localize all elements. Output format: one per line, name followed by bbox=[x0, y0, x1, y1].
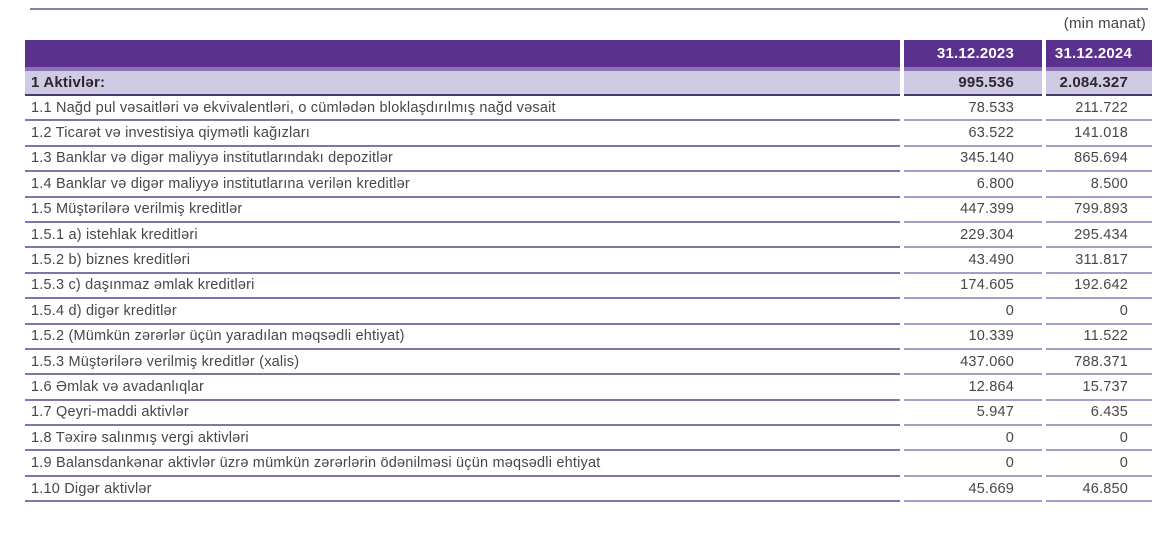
row-value-2024: 0 bbox=[1046, 299, 1152, 324]
table-row bbox=[25, 325, 1152, 350]
table-row bbox=[25, 350, 1152, 375]
row-label: 1.5 Müştərilərə verilmiş kreditlər bbox=[25, 198, 900, 223]
table-row bbox=[25, 401, 1152, 426]
row-value-2023: 345.140 bbox=[904, 147, 1042, 172]
row-value-2024: 788.371 bbox=[1046, 350, 1152, 375]
table-row bbox=[25, 274, 1152, 299]
row-value-2024: 311.817 bbox=[1046, 248, 1152, 273]
row-value-2024: 141.018 bbox=[1046, 121, 1152, 146]
table-row bbox=[25, 172, 1152, 197]
top-rule-line bbox=[30, 8, 1148, 10]
row-label: 1.5.4 d) digər kreditlər bbox=[25, 299, 900, 324]
table-row bbox=[25, 198, 1152, 223]
row-label: 1.9 Balansdankənar aktivlər üzrə mümkün zərərlərin ödənilməsi üçün məqsədli ehtiyat bbox=[25, 451, 900, 476]
row-value-2024: 0 bbox=[1046, 426, 1152, 451]
row-label: 1.3 Banklar və digər maliyyə institutlarındakı depozitlər bbox=[25, 147, 900, 172]
row-value-2023: 10.339 bbox=[904, 325, 1042, 350]
row-value-2024: 8.500 bbox=[1046, 172, 1152, 197]
table-row bbox=[25, 248, 1152, 273]
total-label: 1 Aktivlər: bbox=[25, 67, 900, 96]
row-label: 1.5.2 (Mümkün zərərlər üçün yaradılan məqsədli ehtiyat) bbox=[25, 325, 900, 350]
row-label: 1.10 Digər aktivlər bbox=[25, 477, 900, 502]
row-value-2024: 46.850 bbox=[1046, 477, 1152, 502]
table-row bbox=[25, 451, 1152, 476]
row-value-2023: 5.947 bbox=[904, 401, 1042, 426]
total-row bbox=[25, 67, 1152, 96]
row-value-2024: 211.722 bbox=[1046, 96, 1152, 121]
row-value-2024: 192.642 bbox=[1046, 274, 1152, 299]
row-label: 1.8 Təxirə salınmış vergi aktivləri bbox=[25, 426, 900, 451]
row-value-2023: 78.533 bbox=[904, 96, 1042, 121]
total-value-2024: 2.084.327 bbox=[1046, 67, 1152, 96]
row-label: 1.5.3 Müştərilərə verilmiş kreditlər (xalis) bbox=[25, 350, 900, 375]
header-empty-cell bbox=[25, 40, 900, 67]
header-col-2023: 31.12.2023 bbox=[904, 40, 1042, 67]
table-row bbox=[25, 426, 1152, 451]
table-row bbox=[25, 375, 1152, 400]
assets-table bbox=[21, 40, 1156, 502]
table-row bbox=[25, 121, 1152, 146]
row-value-2023: 229.304 bbox=[904, 223, 1042, 248]
table-row bbox=[25, 477, 1152, 502]
row-value-2023: 45.669 bbox=[904, 477, 1042, 502]
header-col-2024: 31.12.2024 bbox=[1046, 40, 1152, 67]
row-label: 1.6 Əmlak və avadanlıqlar bbox=[25, 375, 900, 400]
row-value-2024: 11.522 bbox=[1046, 325, 1152, 350]
row-value-2023: 447.399 bbox=[904, 198, 1042, 223]
table-row bbox=[25, 147, 1152, 172]
row-value-2024: 6.435 bbox=[1046, 401, 1152, 426]
unit-note: (min manat) bbox=[1063, 15, 1146, 32]
row-value-2023: 6.800 bbox=[904, 172, 1042, 197]
table-row bbox=[25, 96, 1152, 121]
table-row bbox=[25, 223, 1152, 248]
row-value-2023: 0 bbox=[904, 426, 1042, 451]
row-value-2024: 295.434 bbox=[1046, 223, 1152, 248]
total-value-2023: 995.536 bbox=[904, 67, 1042, 96]
row-value-2024: 0 bbox=[1046, 451, 1152, 476]
table-row bbox=[25, 299, 1152, 324]
row-value-2024: 799.893 bbox=[1046, 198, 1152, 223]
table-header-row bbox=[25, 40, 1152, 67]
row-value-2023: 63.522 bbox=[904, 121, 1042, 146]
row-value-2023: 437.060 bbox=[904, 350, 1042, 375]
row-label: 1.7 Qeyri-maddi aktivlər bbox=[25, 401, 900, 426]
row-value-2023: 12.864 bbox=[904, 375, 1042, 400]
row-label: 1.2 Ticarət və investisiya qiymətli kağızları bbox=[25, 121, 900, 146]
row-value-2023: 43.490 bbox=[904, 248, 1042, 273]
row-value-2024: 865.694 bbox=[1046, 147, 1152, 172]
row-value-2023: 0 bbox=[904, 299, 1042, 324]
row-label: 1.5.1 a) istehlak kreditləri bbox=[25, 223, 900, 248]
row-label: 1.5.2 b) biznes kreditləri bbox=[25, 248, 900, 273]
row-value-2023: 174.605 bbox=[904, 274, 1042, 299]
row-label: 1.4 Banklar və digər maliyyə institutlarına verilən kreditlər bbox=[25, 172, 900, 197]
row-value-2023: 0 bbox=[904, 451, 1042, 476]
row-label: 1.5.3 c) daşınmaz əmlak kreditləri bbox=[25, 274, 900, 299]
row-label: 1.1 Nağd pul vəsaitləri və ekvivalentləri, o cümlədən bloklaşdırılmış nağd vəsait bbox=[25, 96, 900, 121]
row-value-2024: 15.737 bbox=[1046, 375, 1152, 400]
